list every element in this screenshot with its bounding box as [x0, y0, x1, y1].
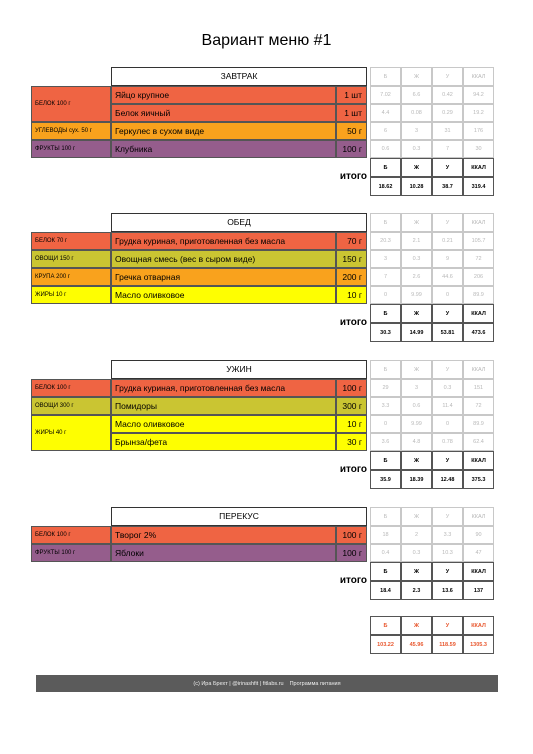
total-label: итого [339, 317, 367, 328]
food-quantity: 1 шт [336, 86, 367, 104]
nutrient-value: 2.6 [401, 268, 432, 286]
nutrient-header: ККАЛ [463, 213, 494, 232]
nutrient-header: Б [370, 213, 401, 232]
nutrient-header: Б [370, 507, 401, 526]
category-label: БЕЛОК 100 г [31, 86, 111, 122]
nutrient-value: 94.2 [463, 86, 494, 104]
grand-total-header: ККАЛ [463, 616, 494, 635]
total-value: 10.28 [401, 177, 432, 196]
nutrient-value: 3.3 [370, 397, 401, 415]
total-header: ККАЛ [463, 158, 494, 177]
total-header: Б [370, 304, 401, 323]
nutrient-header: Ж [401, 360, 432, 379]
category-label: УГЛЕВОДЫ сух. 50 г [31, 122, 111, 140]
nutrient-value: 206 [463, 268, 494, 286]
food-item: Грудка куриная, приготовленная без масла [111, 232, 336, 250]
food-quantity: 70 г [336, 232, 367, 250]
total-header: У [432, 562, 463, 581]
food-item: Грудка куриная, приготовленная без масла [111, 379, 336, 397]
nutrient-header: Б [370, 67, 401, 86]
total-header: ККАЛ [463, 304, 494, 323]
food-item: Геркулес в сухом виде [111, 122, 336, 140]
nutrient-header: У [432, 507, 463, 526]
nutrient-value: 0.78 [432, 433, 463, 451]
food-quantity: 10 г [336, 415, 367, 433]
total-header: У [432, 451, 463, 470]
total-value: 18.62 [370, 177, 401, 196]
total-header: У [432, 158, 463, 177]
food-item: Клубника [111, 140, 336, 158]
total-value: 18.4 [370, 581, 401, 600]
food-quantity: 1 шт [336, 104, 367, 122]
total-value: 35.9 [370, 470, 401, 489]
nutrient-value: 62.4 [463, 433, 494, 451]
nutrient-header: ККАЛ [463, 67, 494, 86]
nutrient-value: 0 [432, 286, 463, 304]
meal-header: ЗАВТРАК [111, 67, 367, 86]
category-label: ФРУКТЫ 100 г [31, 544, 111, 562]
nutrient-value: 4.4 [370, 104, 401, 122]
nutrient-header: У [432, 360, 463, 379]
total-header: Ж [401, 562, 432, 581]
nutrient-value: 72 [463, 397, 494, 415]
total-value: 473.6 [463, 323, 494, 342]
food-quantity: 100 г [336, 379, 367, 397]
food-quantity: 30 г [336, 433, 367, 451]
food-quantity: 50 г [336, 122, 367, 140]
nutrient-value: 0.3 [432, 379, 463, 397]
nutrient-value: 89.9 [463, 415, 494, 433]
nutrient-header: Ж [401, 507, 432, 526]
grand-total-header: У [432, 616, 463, 635]
nutrient-value: 18 [370, 526, 401, 544]
grand-total-header: Б [370, 616, 401, 635]
nutrient-header: Ж [401, 213, 432, 232]
nutrient-value: 31 [432, 122, 463, 140]
food-quantity: 10 г [336, 286, 367, 304]
nutrient-value: 0.3 [401, 140, 432, 158]
nutrient-value: 0.4 [370, 544, 401, 562]
total-value: 375.3 [463, 470, 494, 489]
total-value: 53.81 [432, 323, 463, 342]
nutrient-value: 0.6 [401, 397, 432, 415]
total-header: ККАЛ [463, 562, 494, 581]
nutrient-value: 47 [463, 544, 494, 562]
food-item: Белок яичный [111, 104, 336, 122]
nutrient-value: 9.99 [401, 415, 432, 433]
nutrient-value: 19.2 [463, 104, 494, 122]
page-title: Вариант меню #1 [201, 32, 332, 49]
nutrient-value: 29 [370, 379, 401, 397]
total-value: 12.48 [432, 470, 463, 489]
footer-bar [36, 675, 498, 692]
category-label: БЕЛОК 70 г [31, 232, 111, 250]
food-item: Яйцо крупное [111, 86, 336, 104]
category-label: ОВОЩИ 150 г [31, 250, 111, 268]
nutrient-value: 0.6 [370, 140, 401, 158]
total-header: ККАЛ [463, 451, 494, 470]
total-label: итого [339, 575, 367, 586]
nutrient-value: 72 [463, 250, 494, 268]
footer-copyright: (с) Ира Брехт | @irinashfit | fitlabs.ru [193, 680, 284, 687]
total-value: 137 [463, 581, 494, 600]
meal-header: ПЕРЕКУС [111, 507, 367, 526]
category-label: ОВОЩИ 300 г [31, 397, 111, 415]
nutrient-value: 0.3 [401, 250, 432, 268]
nutrient-value: 9.99 [401, 286, 432, 304]
grand-total-value: 45.96 [401, 635, 432, 654]
grand-total-header: Ж [401, 616, 432, 635]
total-value: 14.99 [401, 323, 432, 342]
total-label: итого [339, 464, 367, 475]
nutrient-value: 7 [432, 140, 463, 158]
food-quantity: 300 г [336, 397, 367, 415]
total-value: 18.39 [401, 470, 432, 489]
meal-header: УЖИН [111, 360, 367, 379]
category-label: ЖИРЫ 40 г [31, 415, 111, 451]
total-header: У [432, 304, 463, 323]
total-value: 319.4 [463, 177, 494, 196]
total-header: Б [370, 158, 401, 177]
nutrient-value: 0 [370, 286, 401, 304]
nutrient-header: У [432, 67, 463, 86]
category-label: ФРУКТЫ 100 г [31, 140, 111, 158]
category-label: ЖИРЫ 10 г [31, 286, 111, 304]
nutrient-value: 44.6 [432, 268, 463, 286]
nutrient-value: 0.21 [432, 232, 463, 250]
total-header: Б [370, 562, 401, 581]
nutrient-value: 90 [463, 526, 494, 544]
footer-program: Программа питания [289, 680, 341, 687]
food-quantity: 100 г [336, 140, 367, 158]
nutrient-header: Б [370, 360, 401, 379]
total-header: Ж [401, 304, 432, 323]
food-item: Масло оливковое [111, 286, 336, 304]
nutrient-value: 6.6 [401, 86, 432, 104]
nutrient-header: Ж [401, 67, 432, 86]
food-item: Яблоки [111, 544, 336, 562]
nutrient-value: 2 [401, 526, 432, 544]
nutrient-header: У [432, 213, 463, 232]
nutrient-value: 176 [463, 122, 494, 140]
food-item: Гречка отварная [111, 268, 336, 286]
nutrient-value: 7.02 [370, 86, 401, 104]
nutrient-value: 3.3 [432, 526, 463, 544]
nutrient-value: 0.08 [401, 104, 432, 122]
nutrient-value: 3 [401, 379, 432, 397]
nutrient-value: 7 [370, 268, 401, 286]
food-item: Помидоры [111, 397, 336, 415]
food-quantity: 200 г [336, 268, 367, 286]
food-quantity: 100 г [336, 544, 367, 562]
meal-header: ОБЕД [111, 213, 367, 232]
category-label: БЕЛОК 100 г [31, 526, 111, 544]
nutrient-value: 10.3 [432, 544, 463, 562]
grand-total-value: 118.59 [432, 635, 463, 654]
total-label: итого [339, 171, 367, 182]
total-header: Ж [401, 158, 432, 177]
nutrient-value: 89.9 [463, 286, 494, 304]
total-value: 2.3 [401, 581, 432, 600]
category-label: БЕЛОК 100 г [31, 379, 111, 397]
nutrient-value: 0.42 [432, 86, 463, 104]
nutrient-value: 0 [432, 415, 463, 433]
nutrient-header: ККАЛ [463, 507, 494, 526]
total-value: 30.3 [370, 323, 401, 342]
food-quantity: 100 г [336, 526, 367, 544]
nutrient-value: 3.6 [370, 433, 401, 451]
nutrient-value: 20.3 [370, 232, 401, 250]
nutrient-value: 9 [432, 250, 463, 268]
nutrient-header: ККАЛ [463, 360, 494, 379]
nutrient-value: 105.7 [463, 232, 494, 250]
food-item: Брынза/фета [111, 433, 336, 451]
grand-total-value: 1305.3 [463, 635, 494, 654]
nutrient-value: 11.4 [432, 397, 463, 415]
grand-total-value: 103.22 [370, 635, 401, 654]
food-item: Масло оливковое [111, 415, 336, 433]
nutrient-value: 0.29 [432, 104, 463, 122]
food-item: Творог 2% [111, 526, 336, 544]
nutrient-value: 3 [370, 250, 401, 268]
nutrient-value: 6 [370, 122, 401, 140]
total-value: 13.6 [432, 581, 463, 600]
food-quantity: 150 г [336, 250, 367, 268]
nutrient-value: 3 [401, 122, 432, 140]
total-value: 38.7 [432, 177, 463, 196]
food-item: Овощная смесь (вес в сыром виде) [111, 250, 336, 268]
nutrient-value: 30 [463, 140, 494, 158]
nutrient-value: 2.1 [401, 232, 432, 250]
category-label: КРУПА 200 г [31, 268, 111, 286]
nutrient-value: 4.8 [401, 433, 432, 451]
total-header: Б [370, 451, 401, 470]
total-header: Ж [401, 451, 432, 470]
nutrient-value: 0.3 [401, 544, 432, 562]
nutrient-value: 0 [370, 415, 401, 433]
nutrient-value: 151 [463, 379, 494, 397]
